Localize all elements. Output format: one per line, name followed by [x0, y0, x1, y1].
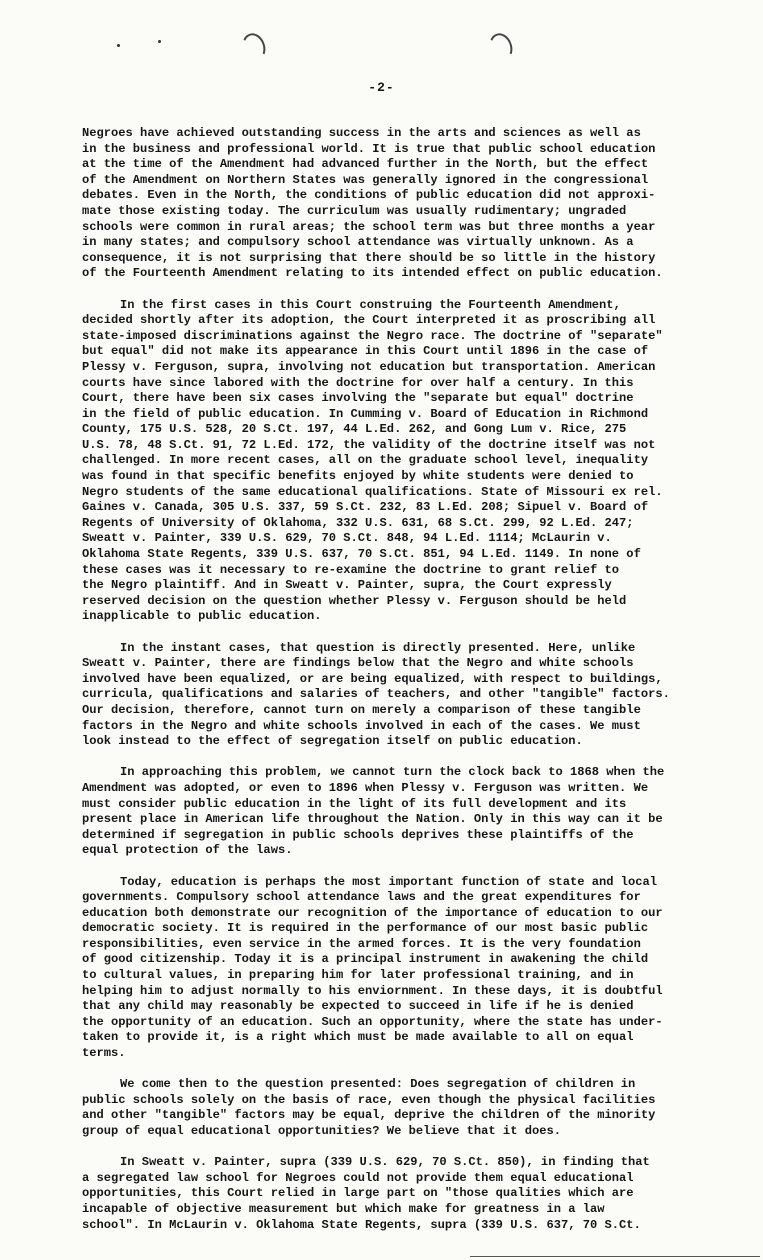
text-line: of the Fourteenth Amendment relating to its intended effect on public education.	[82, 266, 663, 281]
page-number: -2-	[368, 80, 395, 95]
paragraph-gap	[82, 750, 682, 766]
text-line: schools were common in rural areas; the school term was but three months a year	[82, 219, 656, 234]
text-line: reserved decision on the question whether Plessy v. Ferguson should be held	[82, 593, 627, 608]
text-line: County, 175 U.S. 528, 20 S.Ct. 197, 44 L.Ed. 262, and Gong Lum v. Rice, 275	[82, 422, 627, 437]
text-line: Court, there have been six cases involving the "separate but equal" doctrine	[82, 391, 634, 406]
text-line: democratic society. It is required in the performance of our most basic public	[82, 921, 649, 936]
paragraph	[82, 641, 682, 750]
text-line: look instead to the effect of segregation itself on public education.	[82, 734, 583, 749]
text-line: We come then to the question presented: Does segregation of children in	[120, 1077, 636, 1092]
text-line: Today, education is perhaps the most important function of state and local	[120, 874, 658, 889]
text-line: Sweatt v. Painter, there are findings below that the Negro and white schools	[82, 656, 634, 671]
text-line: but equal" did not make its appearance in this Court until 1896 in the case of	[82, 344, 649, 359]
text-line: opportunities, this Court relied in large part on "those qualities which are	[82, 1186, 634, 1201]
text-line: U.S. 78, 48 S.Ct. 91, 72 L.Ed. 172, the validity of the doctrine itself was not	[82, 437, 656, 452]
text-line: in the business and professional world. It is true that public school education	[82, 141, 656, 156]
text-line: Plessy v. Ferguson, supra, involving not education but transportation. American	[82, 359, 656, 374]
text-line: Regents of University of Oklahoma, 332 U.S. 631, 68 S.Ct. 299, 92 L.Ed. 247;	[82, 515, 634, 530]
text-line: and other "tangible" factors may be equal, deprive the children of the minority	[82, 1108, 656, 1123]
text-line: must consider public education in the light of its full development and its	[82, 796, 627, 811]
text-line: In the instant cases, that question is directly presented. Here, unlike	[120, 640, 636, 655]
text-line: debates. Even in the North, the conditions of public education did not approxi-	[82, 188, 656, 203]
text-line: In approaching this problem, we cannot turn the clock back to 1868 when the	[120, 765, 665, 780]
text-line: school". In McLaurin v. Oklahoma State Regents, supra (339 U.S. 637, 70 S.Ct.	[82, 1217, 641, 1232]
text-line: taken to provide it, is a right which must be made available to all on equal	[82, 1030, 634, 1045]
text-line: consequence, it is not surprising that there should be so little in the history	[82, 250, 656, 265]
paragraph-gap	[82, 1062, 682, 1078]
text-line: the opportunity of an education. Such an opportunity, where the state has under-	[82, 1014, 663, 1029]
paragraph	[82, 875, 682, 1062]
text-line: mate those existing today. The curriculum was usually rudimentary; ungraded	[82, 203, 627, 218]
text-line: in many states; and compulsory school attendance was virtually unknown. As a	[82, 235, 634, 250]
text-line: education both demonstrate our recognition of the importance of education to our	[82, 905, 663, 920]
paragraph-gap	[82, 859, 682, 875]
text-line: Oklahoma State Regents, 339 U.S. 637, 70 S.Ct. 851, 94 L.Ed. 1149. In none of	[82, 547, 641, 562]
text-line: at the time of the Amendment had advanced further in the North, but the effect	[82, 157, 649, 172]
text-line: of the Amendment on Northern States was generally ignored in the congressional	[82, 172, 649, 187]
text-line: a segregated law school for Negroes could not provide them equal educational	[82, 1170, 634, 1185]
text-line: In Sweatt v. Painter, supra (339 U.S. 629, 70 S.Ct. 850), in finding that	[120, 1155, 650, 1170]
text-line: curricula, qualifications and salaries of teachers, and other "tangible" factors.	[82, 687, 670, 702]
paragraph	[82, 126, 682, 282]
paragraph	[82, 1077, 682, 1139]
paragraph-gap	[82, 1140, 682, 1156]
text-line: Gaines v. Canada, 305 U.S. 337, 59 S.Ct. 232, 83 L.Ed. 208; Sipuel v. Board of	[82, 500, 649, 515]
scan-edge-line	[470, 1256, 760, 1257]
paragraph	[82, 1155, 682, 1233]
text-line: of good citizenship. Today it is a principal instrument in awakening the child	[82, 952, 649, 967]
text-line: challenged. In more recent cases, all on the graduate school level, inequality	[82, 453, 649, 468]
text-line: terms.	[82, 1046, 126, 1061]
paragraph-gap	[82, 282, 682, 298]
text-line: decided shortly after its adoption, the Court interpreted it as proscribing all	[82, 313, 656, 328]
text-line: Sweatt v. Painter, 339 U.S. 629, 70 S.Ct. 848, 94 L.Ed. 1114; McLaurin v.	[82, 531, 612, 546]
text-line: involved have been equalized, or are being equalized, with respect to buildings,	[82, 671, 663, 686]
text-line: Negroes have achieved outstanding success in the arts and sciences as well as	[82, 126, 641, 140]
punch-hole-left	[239, 30, 269, 64]
text-line: these cases was it necessary to re-examine the doctrine to grant relief to	[82, 562, 620, 577]
scan-mark	[158, 40, 161, 43]
text-line: to cultural values, in preparing him for later professional training, and in	[82, 968, 634, 983]
text-line: Amendment was adopted, or even to 1896 when Plessy v. Ferguson was written. We	[82, 780, 649, 795]
text-line: responsibilities, even service in the armed forces. It is the very foundation	[82, 936, 641, 951]
text-line: inapplicable to public education.	[82, 609, 322, 624]
text-line: determined if segregation in public schools deprives these plaintiffs of the	[82, 827, 634, 842]
text-line: present place in American life throughout the Nation. Only in this way can it be	[82, 812, 663, 827]
text-line: in the field of public education. In Cumming v. Board of Education in Richmond	[82, 406, 649, 421]
scan-mark	[117, 44, 120, 47]
text-line: incapable of objective measurement but which make for greatness in a law	[82, 1201, 605, 1216]
text-line: state-imposed discriminations against the Negro race. The doctrine of "separate"	[82, 328, 663, 343]
text-line: helping him to adjust normally to his enviornment. In these days, it is doubtful	[82, 983, 663, 998]
text-line: courts have since labored with the doctrine for over half a century. In this	[82, 375, 634, 390]
text-line: the Negro plaintiff. And in Sweatt v. Painter, supra, the Court expressly	[82, 578, 612, 593]
paragraph-gap	[82, 625, 682, 641]
text-line: governments. Compulsory school attendance laws and the great expenditures for	[82, 890, 641, 905]
body-text	[82, 126, 682, 1233]
punch-hole-right	[486, 30, 516, 64]
text-line: equal protection of the laws.	[82, 843, 293, 858]
text-line: public schools solely on the basis of race, even though the physical facilities	[82, 1092, 656, 1107]
text-line: was found in that specific benefits enjoyed by white students were denied to	[82, 469, 634, 484]
text-line: group of equal educational opportunities? We believe that it does.	[82, 1124, 561, 1138]
text-line: that any child may reasonably be expected to succeed in life if he is denied	[82, 999, 634, 1014]
paragraph	[82, 765, 682, 859]
text-line: Our decision, therefore, cannot turn on merely a comparison of these tangible	[82, 702, 641, 717]
paragraph	[82, 298, 682, 625]
text-line: factors in the Negro and white schools involved in each of the cases. We must	[82, 718, 641, 733]
text-line: Negro students of the same educational qualifications. State of Missouri ex rel.	[82, 484, 663, 499]
text-line: In the first cases in this Court construing the Fourteenth Amendment,	[120, 297, 621, 312]
